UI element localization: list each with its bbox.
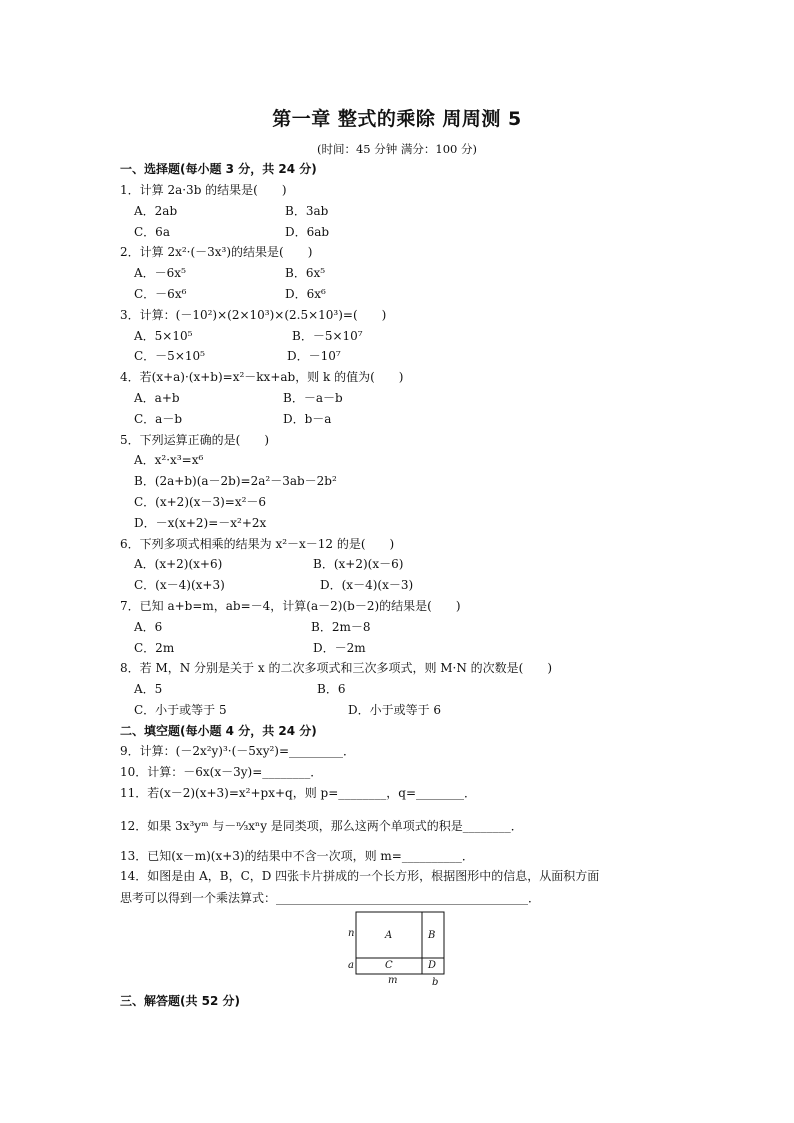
side-n-label: n xyxy=(348,928,355,939)
q8-option-a: A．5 xyxy=(134,682,163,696)
question-2: 2．计算 2x²·(－3x³)的结果是( ) xyxy=(120,245,313,259)
page-title: 第一章 整式的乘除 周周测 5 xyxy=(272,108,522,130)
q7-option-d: D．－2m xyxy=(313,641,366,655)
q2-option-a: A．－6x⁵ xyxy=(134,266,186,280)
q7-option-a: A．6 xyxy=(134,620,163,634)
q6-option-a: A．(x+2)(x+6) xyxy=(134,557,223,571)
card-a-label: A xyxy=(385,930,393,941)
q1-option-b: B．3ab xyxy=(285,204,329,218)
q3-option-d: D．－10⁷ xyxy=(287,349,341,363)
q4-option-d: D．b－a xyxy=(283,412,332,426)
rectangle-diagram xyxy=(340,908,460,988)
q1-option-c: C．6a xyxy=(134,225,170,239)
q4-option-c: C．a－b xyxy=(134,412,183,426)
q2-option-d: D．6x⁶ xyxy=(285,287,326,301)
q8-option-b: B．6 xyxy=(317,682,346,696)
side-b-label: b xyxy=(432,977,439,988)
question-1: 1．计算 2a·3b 的结果是( ) xyxy=(120,183,287,197)
rectangle-figure xyxy=(340,908,460,988)
question-8: 8．若 M，N 分别是关于 x 的二次多项式和三次多项式，则 M·N 的次数是( ) xyxy=(120,661,553,675)
q5-option-b: B．(2a+b)(a－2b)=2a²－3ab－2b² xyxy=(134,474,337,488)
q2-option-c: C．－6x⁶ xyxy=(134,287,187,301)
page-subtitle: (时间：45 分钟 满分：100 分) xyxy=(316,142,478,156)
side-a-label: a xyxy=(348,960,354,971)
q1-option-a: A．2ab xyxy=(134,204,178,218)
q3-option-a: A．5×10⁵ xyxy=(134,329,193,343)
q5-option-d: D．－x(x+2)=－x²+2x xyxy=(134,516,267,530)
question-6: 6．下列多项式相乘的结果为 x²－x－12 的是( ) xyxy=(120,537,395,551)
q12-text: 12．如果 3x³yᵐ 与－ⁿ⁄₃xⁿy 是同类项，那么这两个单项式的积是________． xyxy=(120,819,523,833)
q2-option-b: B．6x⁵ xyxy=(285,266,326,280)
card-c-label: C xyxy=(385,960,393,971)
q3-option-b: B．－5×10⁷ xyxy=(292,329,363,343)
q6-option-b: B．(x+2)(x－6) xyxy=(313,557,404,571)
q4-option-b: B．－a－b xyxy=(283,391,343,405)
question-12 xyxy=(120,818,523,834)
question-11: 11．若(x－2)(x+3)=x²+px+q，则 p=________，q=________． xyxy=(120,786,477,800)
question-14-line-1: 14．如图是由 A，B，C，D 四张卡片拼成的一个长方形，根据图形中的信息，从面积方面 xyxy=(120,869,600,883)
q4-option-a: A．a+b xyxy=(134,391,180,405)
q1-option-d: D．6ab xyxy=(285,225,330,239)
q6-option-d: D．(x－4)(x－3) xyxy=(320,578,414,592)
q5-option-c: C．(x+2)(x－3)=x²－6 xyxy=(134,495,267,509)
question-9: 9．计算：(－2x²y)³·(－5xy²)=_________． xyxy=(120,744,356,758)
question-5: 5．下列运算正确的是( ) xyxy=(120,433,269,447)
section-heading-answer: 三、解答题(共 52 分) xyxy=(120,994,241,1008)
question-4: 4．若(x+a)·(x+b)=x²－kx+ab，则 k 的值为( ) xyxy=(120,370,404,384)
question-3: 3．计算：(－10²)×(2×10³)×(2.5×10³)=( ) xyxy=(120,308,387,322)
question-7: 7．已知 a+b=m，ab=－4，计算(a－2)(b－2)的结果是( ) xyxy=(120,599,461,613)
question-10: 10．计算：－6x(x－3y)=________． xyxy=(120,765,323,779)
question-14-line-2: 思考可以得到一个乘法算式：__________________________________________． xyxy=(120,891,541,905)
q8-option-c: C．小于或等于 5 xyxy=(134,703,227,717)
q7-option-b: B．2m－8 xyxy=(311,620,371,634)
q6-option-c: C．(x－4)(x+3) xyxy=(134,578,225,592)
card-b-label: B xyxy=(428,930,436,941)
q5-option-a: A．x²·x³=x⁶ xyxy=(134,453,204,467)
card-d-label: D xyxy=(428,960,437,971)
question-13: 13．已知(x－m)(x+3)的结果中不含一次项，则 m=__________． xyxy=(120,849,474,863)
q8-option-d: D．小于或等于 6 xyxy=(348,703,442,717)
section-heading-fill: 二、填空题(每小题 4 分，共 24 分) xyxy=(120,724,317,738)
q3-option-c: C．－5×10⁵ xyxy=(134,349,205,363)
section-heading-choice: 一、选择题(每小题 3 分，共 24 分) xyxy=(120,162,317,176)
q7-option-c: C．2m xyxy=(134,641,175,655)
side-m-label: m xyxy=(388,975,398,986)
